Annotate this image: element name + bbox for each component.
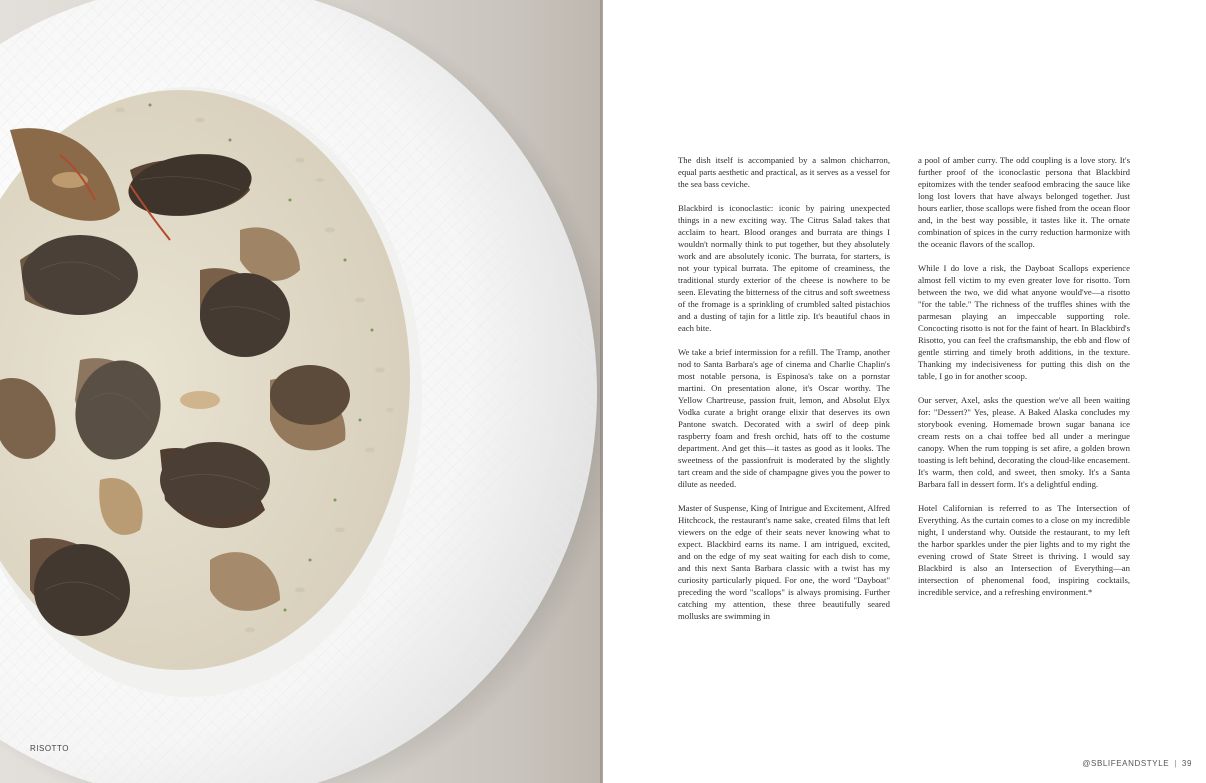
paragraph: Our server, Axel, asks the question we've all been waiting for: "Dessert?" Yes, please. A Baked Alaska concludes my storybook evening. Homemade brown sugar banana ice cream rests on a chai toffee bed all under a meringue canopy. When the rum topping is set afire, a golden brown toasting is left behind, decorating the cloud-like encasement. It's warm, then cold, and sweet, then smoky. It's a Santa Barbara fall in dessert form. It's a delightful ending. [918,395,1130,489]
footer-separator: | [1174,759,1177,768]
paragraph: Blackbird is iconoclastic: iconic by pairing unexpected things in a new exciting way. The Citrus Salad takes that acclaim to heart. Blood oranges and burrata are things I wouldn't normally think to put together, but they absolutely work and are absolutely iconic. The burrata, for starters, is not your typical burrata. The epitome of creaminess, the traditional sturdy exterior of the cheese is nowhere to be seen. Elevating the bitterness of the citrus and soft sweetness of the fromage is a sprinkling of crumbled salted pistachios and a dusting of tajin for a little zip. It's beautiful chaos in each bite. [678,203,890,333]
paragraph: We take a brief intermission for a refill. The Tramp, another nod to Santa Barbara's age of cinema and Charlie Chaplin's most notable persona, is Espinosa's take on a pornstar martini. On presentation alone, it's Oscar worthy. The Yellow Chartreuse, passion fruit, lemon, and Absolut Elyx Vodka curate a bright orange elixir that deserves its own Pantone swatch. Decorated with a swirl of deep pink raspberry foam and fresh orchid, hats off to the costume department. And get this—it tastes as good as it looks. The sweetness of the passionfruit is moderated by the slightly tart cream and the side of champagne gives you the power to dilute as needed. [678,347,890,489]
social-handle: @SBLIFEANDSTYLE [1082,759,1170,768]
paragraph: Master of Suspense, King of Intrigue and Excitement, Alfred Hitchcock, the restaurant's name sake, created films that left viewers on the edge of their seats never knowing what to expect. Blackbird earns its name. I am intrigued, excited, and on the edge of my seat waiting for each dish to come, and this next Santa Barbara classic with a twist has my curiosity particularly piqued. For one, the word "Dayboat" preceding the word "scallops" is always promising. Further catching my attention, these three beautifully seared mollusks are swimming in [678,503,890,621]
paragraph: The dish itself is accompanied by a salmon chicharron, equal parts aesthetic and practical, as it serves as a vessel for the sea bass ceviche. [678,155,890,189]
paragraph: a pool of amber curry. The odd coupling is a love story. It's further proof of the iconoclastic persona that Blackbird epitomizes with the tender seafood embracing the sauce like long lost lovers that have always belonged together. Just hours earlier, those scallops were fished from the ocean floor and, in the best way possible, it tastes like it. The ornate combination of spices in the curry reduction harmonize with the oceanic flavors of the scallop. [918,155,1130,249]
paragraph: While I do love a risk, the Dayboat Scallops experience almost fell victim to my even greater love for risotto. Torn between the two, we did what anyone would've—a risotto "for the table." The richness of the truffles shines with the parmesan playing an impeccable supporting role. Concocting risotto is not for the faint of heart. In Blackbird's Risotto, you can feel the craftsmanship, the ebb and flow of gentle stirring and timely broth additions, in the texture. Thanking my indecisiveness for putting this dish on the table, I go in for another scoop. [918,263,1130,381]
article-column-right [918,154,1130,610]
article-column-left [678,154,890,634]
page-footer [1082,759,1192,768]
article-page [603,0,1206,783]
paragraph: Hotel Californian is referred to as The Intersection of Everything. As the curtain comes to a close on my incredible night, I understand why. Outside the restaurant, to my left the harbor sparkles under the pier lights and to my right the evening crowd of State Street is thriving. I would say Blackbird is also an Intersection of Everything—an intersection of phenomenal food, inspiring cocktails, incredible service, and a refreshing environment.* [918,503,1130,597]
page-number: 39 [1181,759,1192,768]
photo-caption: RISOTTO [30,744,69,753]
